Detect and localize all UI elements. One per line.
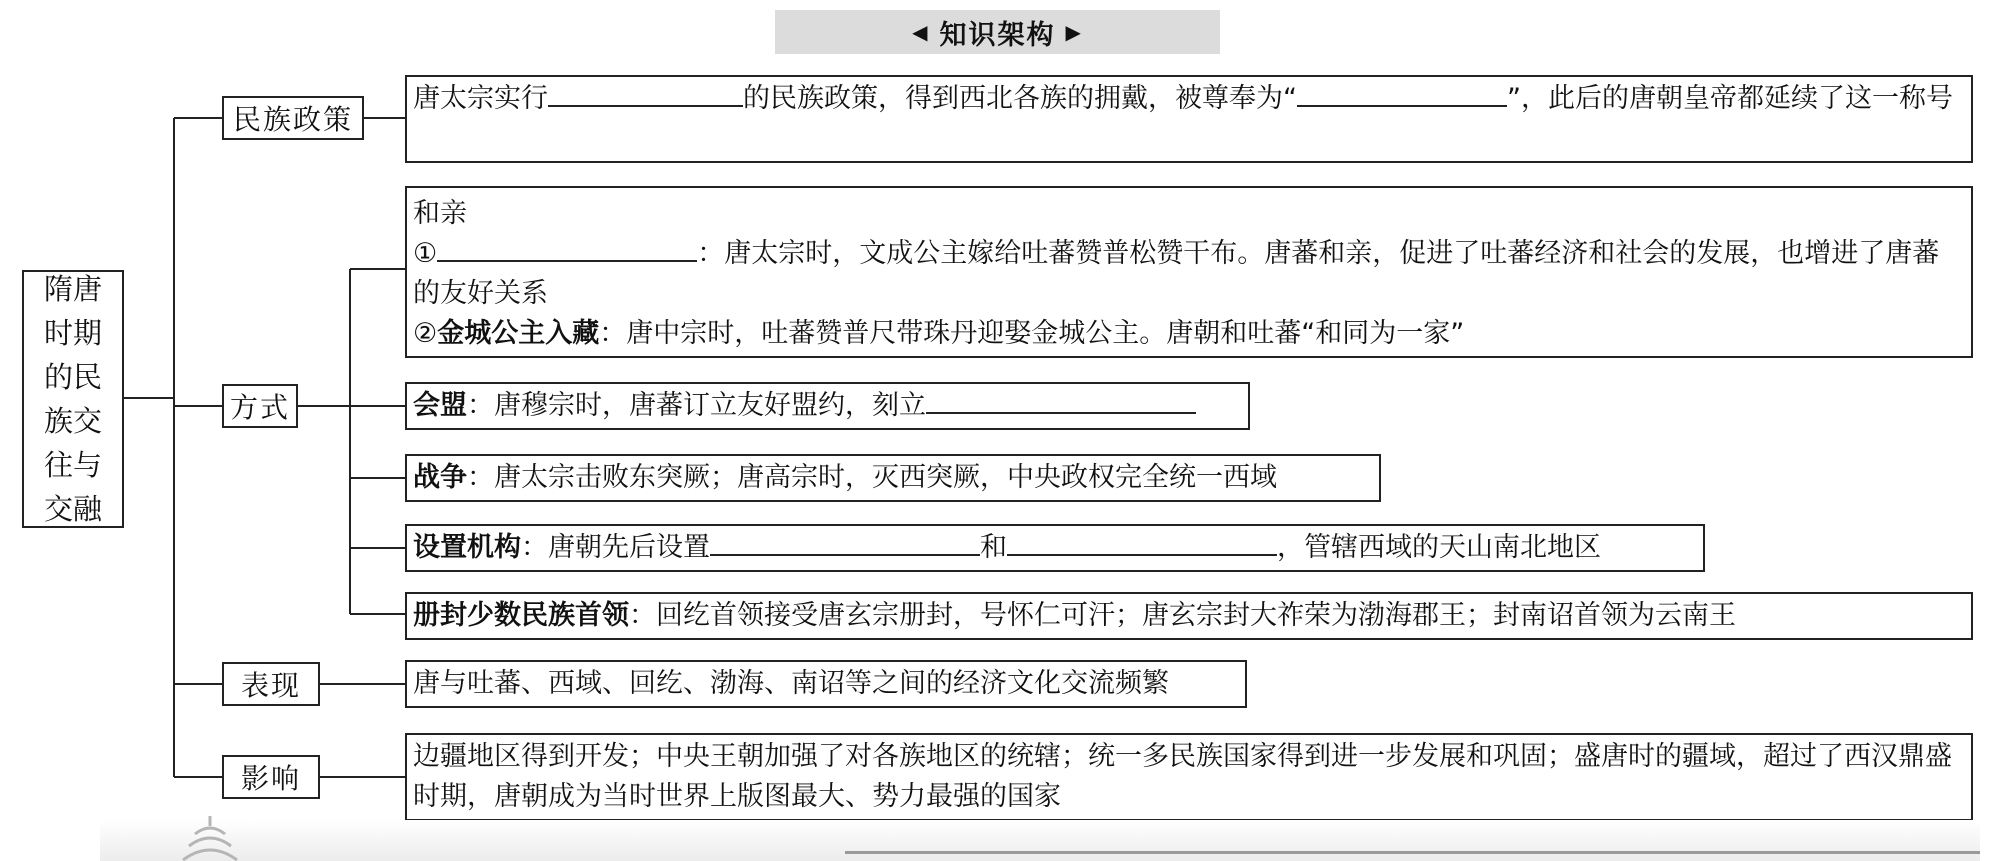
category-impact-box <box>222 755 320 799</box>
heqin-item1-marker: ① <box>413 238 438 269</box>
institutions-text-b: 和 <box>980 532 1007 563</box>
heqin-item2-label: 金城公主入藏 <box>437 318 600 349</box>
manifestation-content-box <box>405 660 1247 708</box>
alliance-blank <box>926 386 1196 414</box>
heqin-item-2 <box>413 314 1965 354</box>
policy-text-c: ”，此后的唐朝皇帝都延续了这一称号 <box>1507 83 1953 114</box>
category-manifestation-label: 表现 <box>240 669 301 702</box>
alliance-text: ：唐穆宗时，唐蕃订立友好盟约，刻立 <box>467 390 926 421</box>
institutions-blank-1 <box>710 528 980 556</box>
investiture-text: ：回纥首领接受唐玄宗册封，号怀仁可汗；唐玄宗封大祚荣为渤海郡王；封南诏首领为云南王 <box>629 600 1736 631</box>
institutions-text-c: ，管辖西域的天山南北地区 <box>1277 532 1601 563</box>
heqin-item1-blank <box>437 234 697 262</box>
root-topic-label: 隋唐时期的民族交往与交融 <box>43 272 102 526</box>
policy-blank-2 <box>1297 79 1507 107</box>
category-policy-label: 民族政策 <box>232 103 353 136</box>
category-impact-label: 影响 <box>240 762 301 795</box>
heqin-item2-text: ：唐中宗时，吐蕃赞普尺带珠丹迎娶金城公主。唐朝和吐蕃“和同为一家” <box>599 318 1465 349</box>
institutions-content-box <box>405 524 1705 572</box>
alliance-content-box <box>405 382 1250 430</box>
manifestation-text: 唐与吐蕃、西域、回纥、渤海、南诏等之间的经济文化交流频繁 <box>413 668 1169 699</box>
investiture-content-box <box>405 592 1973 640</box>
heqin-title: 和亲 <box>413 198 467 229</box>
alliance-label: 会盟 <box>413 390 467 421</box>
policy-content-box <box>405 75 1973 163</box>
footer-divider <box>845 851 1980 854</box>
war-text: ：唐太宗击败东突厥；唐高宗时，灭西突厥，中央政权完全统一西域 <box>467 462 1277 493</box>
category-methods-label: 方式 <box>229 391 290 424</box>
footer-shading <box>100 820 1980 861</box>
policy-text-b: 的民族政策，得到西北各族的拥戴，被尊奉为“ <box>743 83 1297 114</box>
heqin-item1-text: ：唐太宗时，文成公主嫁给吐蕃赞普松赞干布。唐蕃和亲，促进了吐蕃经济和社会的发展，也增进了唐蕃的友好关系 <box>413 238 1940 309</box>
institutions-text-a: ：唐朝先后设置 <box>521 532 710 563</box>
investiture-label: 册封少数民族首领 <box>413 600 629 631</box>
policy-blank-1 <box>548 79 743 107</box>
heqin-item2-marker: ② <box>413 318 438 349</box>
institutions-label: 设置机构 <box>413 532 521 563</box>
impact-text: 边疆地区得到开发；中央王朝加强了对各族地区的统辖；统一多民族国家得到进一步发展和巩固；盛唐时的疆域，超过了西汉鼎盛时期，唐朝成为当时世界上版图最大、势力最强的国家 <box>413 741 1952 812</box>
heqin-content-box <box>405 186 1973 358</box>
heqin-item-1 <box>413 234 1965 314</box>
pagoda-icon <box>175 812 245 861</box>
institutions-blank-2 <box>1007 528 1277 556</box>
war-content-box <box>405 454 1381 502</box>
category-methods-box <box>222 384 298 428</box>
left-triangle-icon: ◀ <box>912 20 930 44</box>
war-label: 战争 <box>413 462 467 493</box>
category-policy-box <box>222 96 364 140</box>
header-title: 知识架构 <box>939 19 1056 51</box>
right-triangle-icon: ▶ <box>1065 20 1083 44</box>
root-topic-box <box>22 270 124 528</box>
policy-text-a: 唐太宗实行 <box>413 83 548 114</box>
category-manifestation-box <box>222 662 320 706</box>
impact-content-box <box>405 733 1973 821</box>
